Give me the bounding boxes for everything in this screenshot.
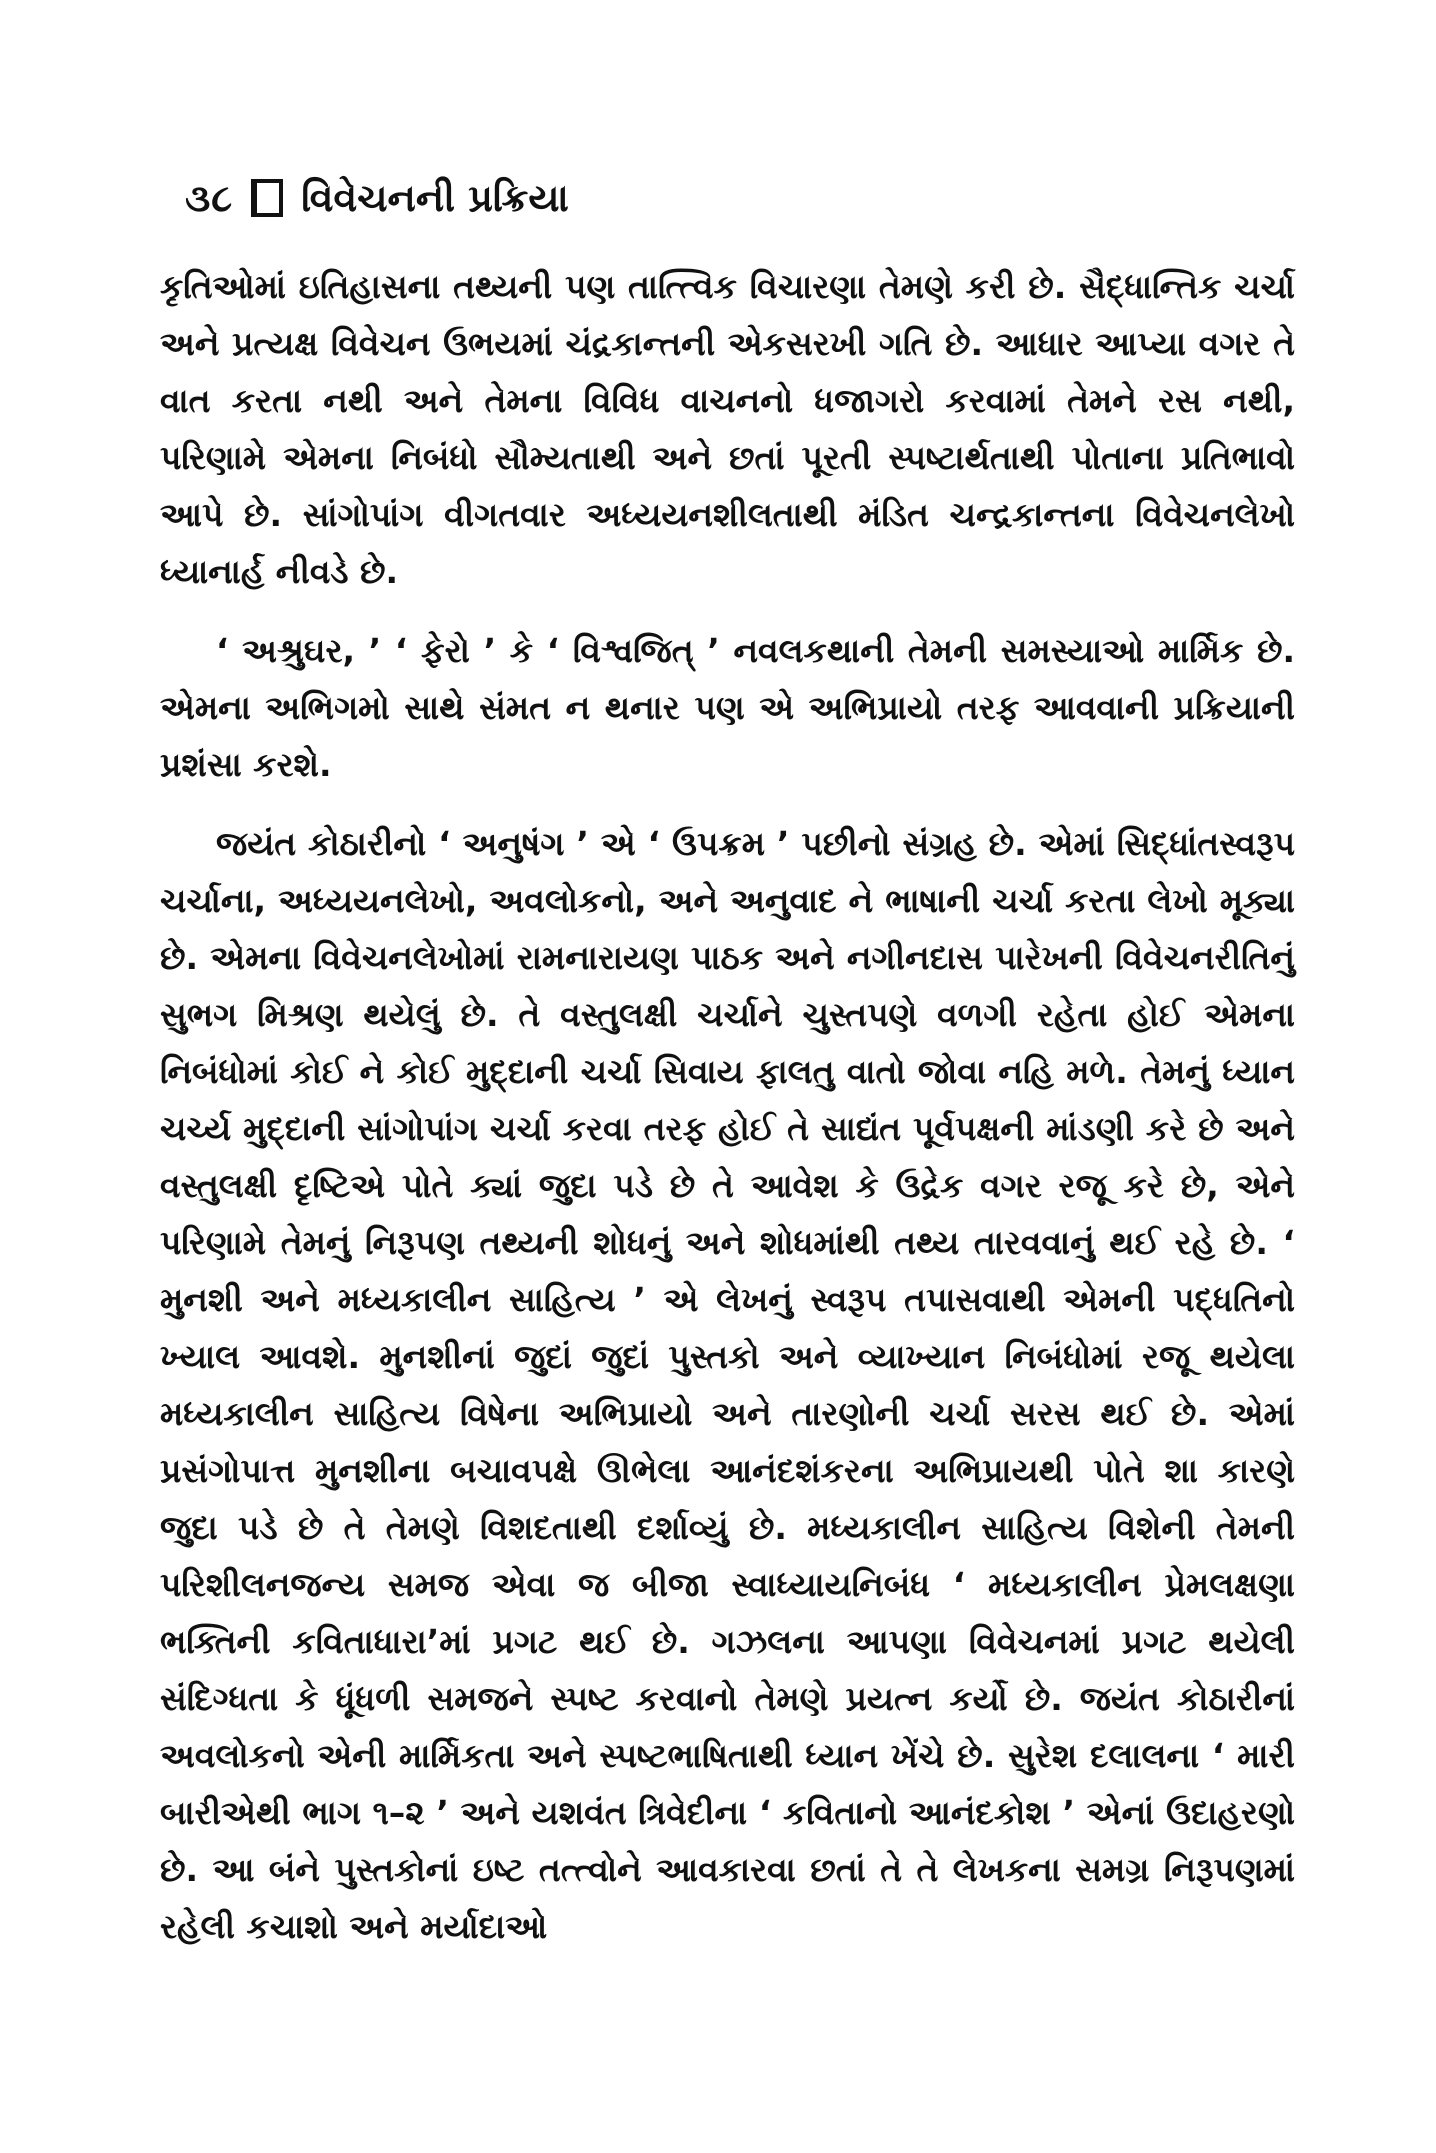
paragraph-3: જયંત કોઠારીનો ‘ અનુષંગ ’ એ ‘ ઉપક્રમ ’ પછીનો સંગ્રહ છે. એમાં સિદ્ધાંતસ્વરૂપ ચર્ચાના, અધ્યયનલેખો, અવલોકનો, અને અનુવાદ ને ભાષાની ચર્ચા કરતા લેખો મૂક્યા છે. એમના વિવેચનલેખોમાં રામનારાયણ પાઠક અને નગીનદાસ પારેખની વિવેચનરીતિનું સુભગ મિશ્રણ થયેલું છે. તે વસ્તુલક્ષી ચર્ચાને ચુસ્તપણે વળગી રહેતા હોઈ એમના નિબંધોમાં કોઈ ને કોઈ મુદ્દાની ચર્ચા સિવાય ફાલતુ વાતો જોવા નહિ મળે. તેમનું ધ્યાન ચર્ચ્ય મુદ્દાની સાંગોપાંગ ચર્ચા કરવા તરફ હોઈ તે સાદ્યંત પૂર્વપક્ષની માંડણી કરે છે અને વસ્તુલક્ષી દૃષ્ટિએ પોતે ક્યાં જુદા પડે છે તે આવેશ કે ઉદ્રેક વગર રજૂ કરે છે, એને પરિણામે તેમનું નિરૂપણ તથ્યની શોધનું અને શોધમાંથી તથ્ય તારવવાનું થઈ રહે છે. ‘ મુનશી અને મધ્યકાલીન સાહિત્ય ’ એ લેખનું સ્વરૂપ તપાસવાથી એમની પદ્ધતિનો ખ્યાલ આવશે. મુનશીનાં જુદાં જુદાં પુસ્તકો અને વ્યાખ્યાન નિબંધોમાં રજૂ થયેલા મધ્યકાલીન સાહિત્ય વિષેના અભિપ્રાયો અને તારણોની ચર્ચા સરસ થઈ છે. એમાં પ્રસંગોપાત્ત મુનશીના બચાવપક્ષે ઊભેલા આનંદશંકરના અભિપ્રાયથી પોતે શા કારણે જુદા પડે છે તે તેમણે વિશદતાથી દર્શાવ્યું છે. મધ્યકાલીન સાહિત્ય વિશેની તેમની પરિશીલનજન્ય સમજ એવા જ બીજા સ્વાધ્યાયનિબંધ ‘ મધ્યકાલીન પ્રેમલક્ષણા ભક્તિની કવિતાધારા’માં પ્રગટ થઈ છે. ગઝલના આપણા વિવેચનમાં પ્રગટ થયેલી સંદિગ્ધતા કે ધૂંધળી સમજને સ્પષ્ટ કરવાનો તેમણે પ્રયત્ન કર્યો છે. જયંત કોઠારીનાં અવલોકનો એની માર્મિકતા અને સ્પષ્ટભાષિતાથી ધ્યાન ખેંચે છે. સુરેશ દલાલના ‘ મારી બારીએથી ભાગ ૧–૨ ’ અને યશવંત ત્રિવેદીના ‘ કવિતાનો આનંદકોશ ’ એનાં ઉદાહરણો છે. આ બંને પુસ્તકોનાં ઇષ્ટ તત્ત્વોને આવકારવા છતાં તે તે લેખકના સમગ્ર નિરૂપણમાં રહેલી કચાશો અને મર્યાદાઓ: [160, 824, 1295, 1946]
running-title: વિવેચનની પ્રક્રિયા: [301, 176, 569, 220]
header-box-ornament: [251, 179, 283, 217]
page-header: [185, 168, 569, 228]
page-number: ૩૮: [185, 176, 234, 220]
paragraph-2: ‘ અશ્રુઘર, ’ ‘ ફેરો ’ કે ‘ વિશ્વજિત્ ’ નવલકથાની તેમની સમસ્યાઓ માર્મિક છે. એમના અભિગમો સાથે સંમત ન થનાર પણ એ અભિપ્રાયો તરફ આવવાની પ્રક્રિયાની પ્રશંસા કરશે.: [160, 631, 1295, 784]
paragraph-1: કૃતિઓમાં ઇતિહાસના તથ્યની પણ તાત્ત્વિક વિચારણા તેમણે કરી છે. સૈદ્ધાન્તિક ચર્ચા અને પ્રત્યક્ષ વિવેચન ઉભયમાં ચંદ્રકાન્તની એકસરખી ગતિ છે. આધાર આપ્યા વગર તે વાત કરતા નથી અને તેમના વિવિધ વાચનનો ધજાગરો કરવામાં તેમને રસ નથી, પરિણામે એમના નિબંધો સૌમ્યતાથી અને છતાં પૂરતી સ્પષ્ટાર્થતાથી પોતાના પ્રતિભાવો આપે છે. સાંગોપાંગ વીગતવાર અધ્યયનશીલતાથી મંડિત ચન્દ્રકાન્તના વિવેચનલેખો ધ્યાનાર્હ નીવડે છે.: [160, 267, 1295, 591]
body-text: [160, 258, 1295, 1955]
